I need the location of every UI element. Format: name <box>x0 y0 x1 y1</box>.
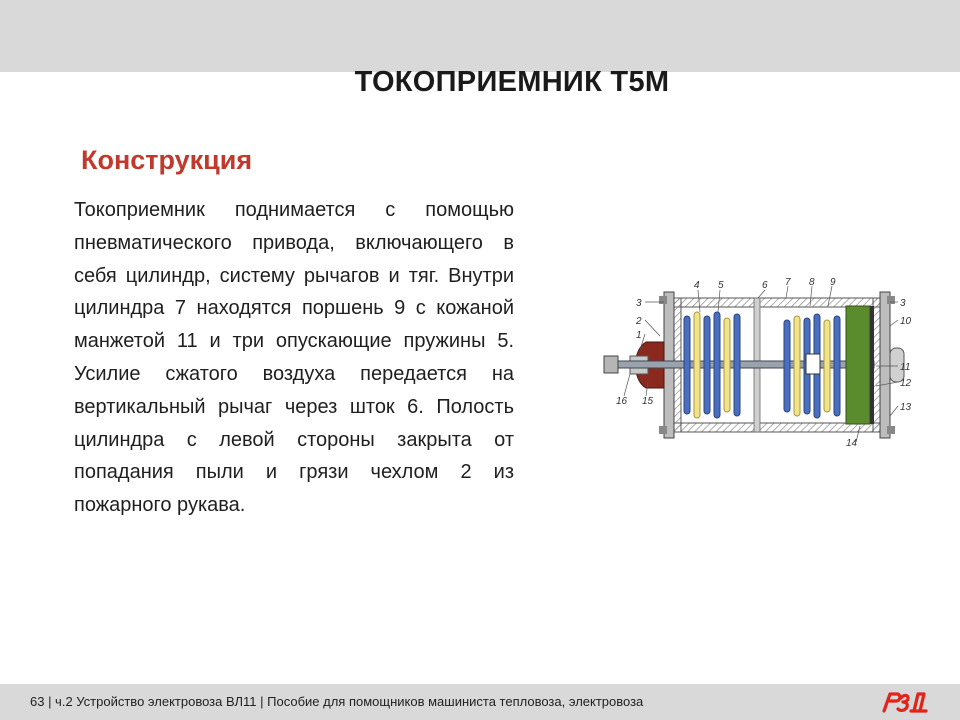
rod-nut <box>806 354 820 374</box>
callout-number: 6 <box>762 280 768 291</box>
top-band <box>0 0 960 72</box>
callout-number: 3 <box>636 298 642 309</box>
bolt <box>659 296 667 304</box>
callout-number: 7 <box>785 277 791 288</box>
callout-number: 11 <box>900 362 911 373</box>
callout-number: 5 <box>718 280 724 291</box>
callout-number: 2 <box>636 316 642 327</box>
section-heading: Конструкция <box>81 145 253 175</box>
bolt <box>659 426 667 434</box>
bolt <box>887 296 895 304</box>
bolt <box>887 426 895 434</box>
callout-number: 1 <box>636 330 642 341</box>
pneumatic-drive-diagram <box>560 276 920 466</box>
callout-number: 12 <box>900 378 912 389</box>
body-text: Токоприемник поднимается с помощью пневматического привода, включающего в себя цилиндр, систему рычагов и тяг. Внутри цилиндра 7 находятся поршень 9 с кожаной манжетой 11 и три опускающие пружины 5. Усилие сжатого воздуха передается на вертикальный рычаг через шток 6. Полость цилиндра с левой стороны закрыта от попадания пыли и грязи чехлом 2 из пожарного рукава. <box>74 199 514 517</box>
callout-number: 8 <box>809 277 815 288</box>
piston <box>846 306 870 424</box>
slide-title: ТОКОПРИЕМНИК Т5М <box>354 66 670 98</box>
rzd-logo-icon <box>880 689 930 715</box>
callout-number: 9 <box>830 277 836 288</box>
callout-number: 13 <box>900 402 912 413</box>
footer-text: 63 | ч.2 Устройство электровоза ВЛ11 | Пособие для помощников машиниста тепловоза, электровоза <box>30 694 644 709</box>
callout-number: 14 <box>846 438 858 449</box>
footer-bar <box>0 684 960 720</box>
piston-seal <box>870 306 874 424</box>
callout-number: 4 <box>694 280 700 291</box>
rod-end <box>604 356 618 373</box>
right-flange <box>880 292 890 438</box>
callout-number: 10 <box>900 316 912 327</box>
callout-number: 16 <box>616 396 628 407</box>
cylinder-cross-section <box>560 276 920 466</box>
rzd-logo <box>880 689 930 715</box>
callout-number: 3 <box>900 298 906 309</box>
callout-number: 15 <box>642 396 654 407</box>
